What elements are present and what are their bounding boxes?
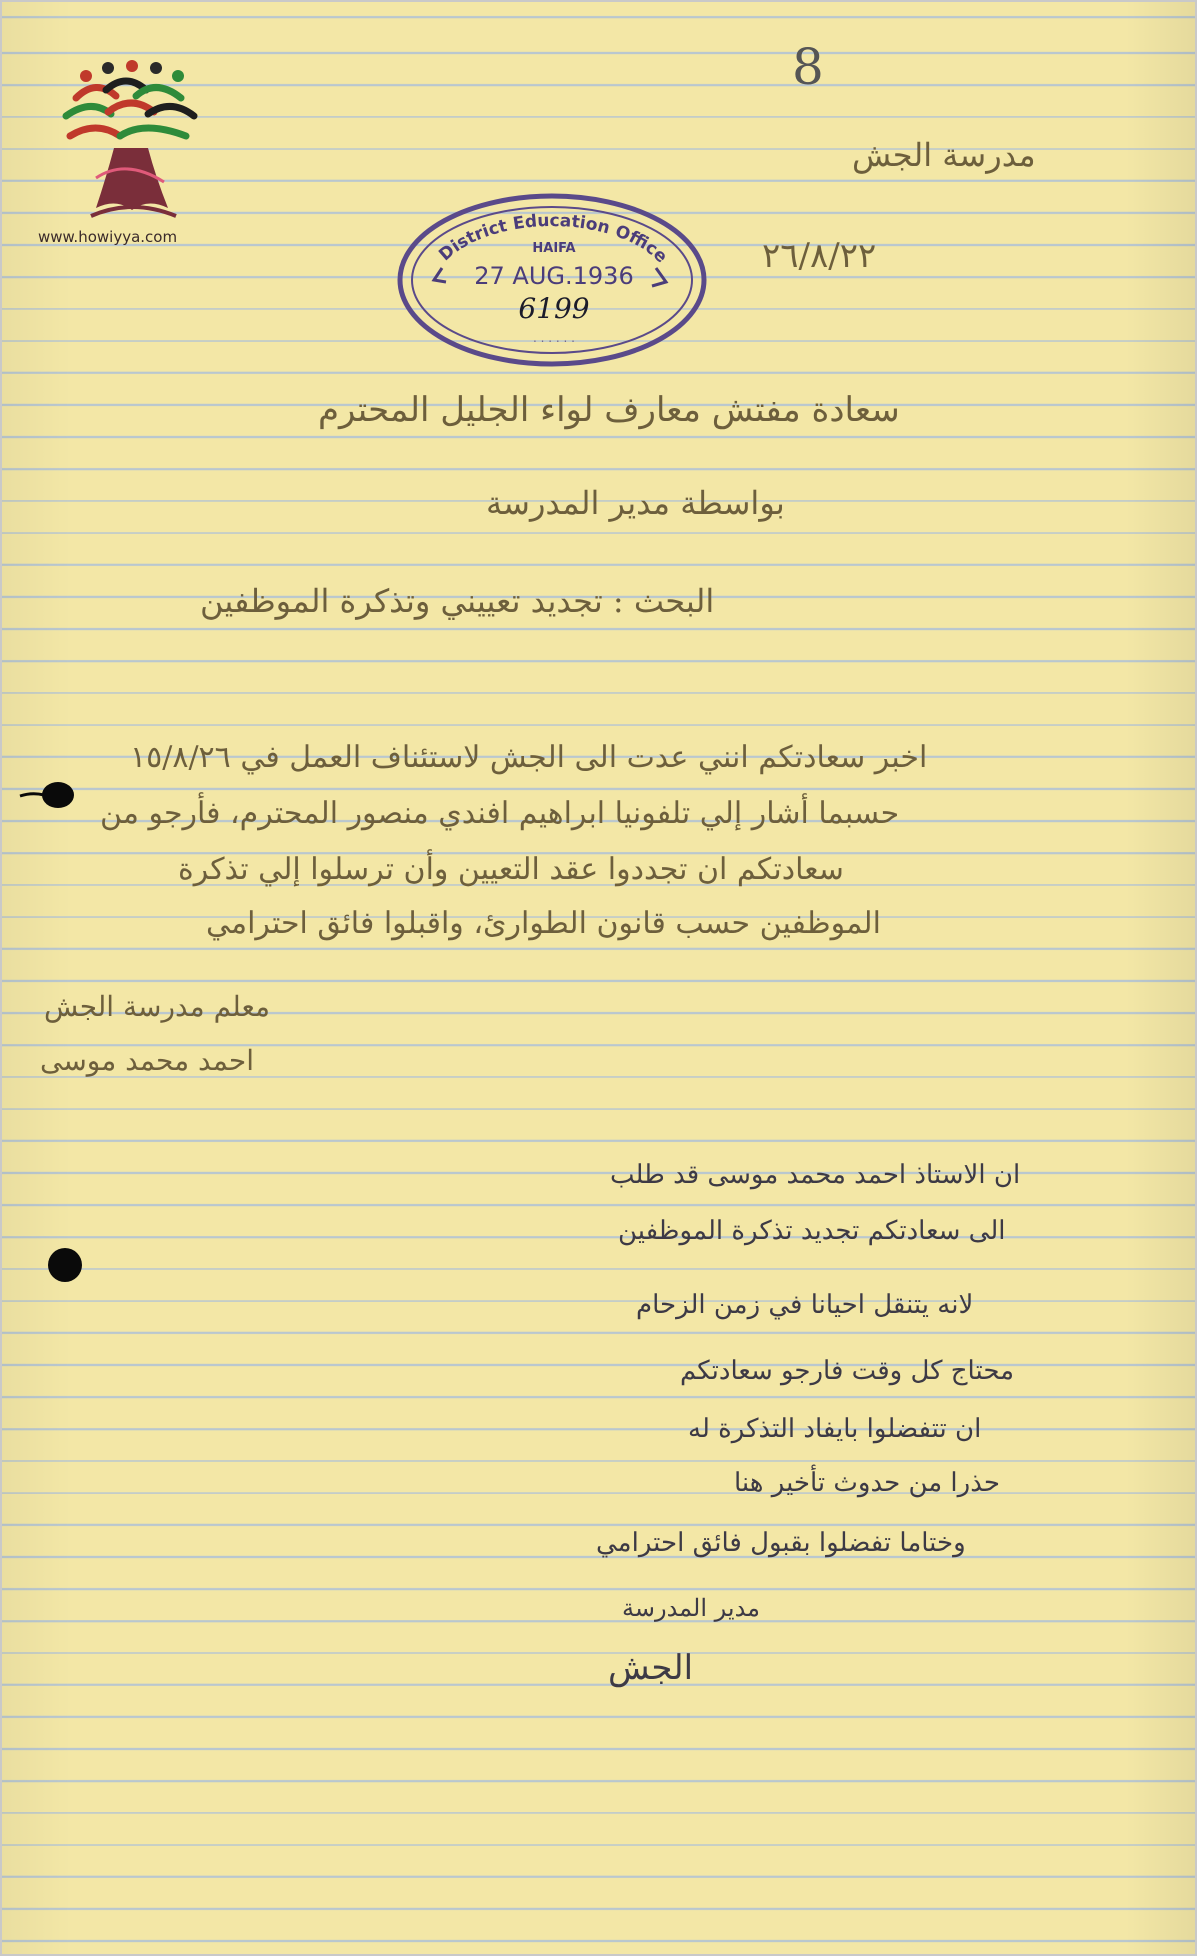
school-name: مدرسة الجش [852, 136, 1036, 174]
page-number: 8 [792, 38, 824, 96]
stamp-city-text: HAIFA [532, 241, 576, 256]
education-office-stamp [394, 190, 714, 370]
note-line-2: الى سعادتكم تجديد تذكرة الموظفين [618, 1216, 1006, 1246]
director-signature: الجش [608, 1648, 694, 1688]
letter-date: ٢٦/٨/٢٢ [762, 236, 877, 276]
body-line-2: حسبما أشار إلي تلفونيا ابراهيم افندي منصور المحترم، فأرجو من [100, 796, 900, 831]
note-line-4: محتاج كل وقت فارجو سعادتكم [680, 1356, 1015, 1386]
subject-line: البحث : تجديد تعييني وتذكرة الموظفين [200, 582, 715, 620]
ink-blotch [18, 780, 78, 810]
addressee-via: بواسطة مدير المدرسة [486, 484, 785, 522]
note-line-1: ان الاستاذ احمد محمد موسى قد طلب [610, 1160, 1021, 1190]
note-line-3: لانه يتنقل احيانا في زمن الزحام [636, 1290, 974, 1320]
body-line-1: اخبر سعادتكم انني عدت الى الجش لاستئناف العمل في ١٥/٨/٢٦ [130, 740, 928, 775]
stamp-number-text: 6199 [518, 292, 590, 325]
stamp-office-text: District Education Office [435, 210, 672, 268]
teacher-title: معلم مدرسة الجش [44, 990, 270, 1023]
note-line-5: ان تتفضلوا بايفاد التذكرة له [688, 1414, 982, 1444]
binder-hole-top [48, 1248, 82, 1282]
stamp-arabic-faint: . . . . . . [533, 331, 575, 345]
svg-text:District Education Office [435, 211, 671, 267]
note-line-6: حذرا من حدوث تأخير هنا [734, 1468, 1000, 1498]
director-title: مدير المدرسة [622, 1594, 761, 1622]
teacher-name: احمد محمد موسى [40, 1044, 254, 1077]
addressee-to: سعادة مفتش معارف لواء الجليل المحترم [318, 390, 900, 430]
body-line-3: سعادتكم ان تجددوا عقد التعيين وأن ترسلوا إلي تذكرة [178, 852, 844, 887]
logo-url-text: www.howiyya.com [38, 228, 178, 246]
stamp-date-text: 27 AUG.1936 [474, 262, 634, 290]
note-line-7: وختاما تفضلوا بقبول فائق احترامي [596, 1528, 966, 1558]
body-line-4: الموظفين حسب قانون الطوارئ، واقبلوا فائق احترامي [206, 906, 881, 941]
